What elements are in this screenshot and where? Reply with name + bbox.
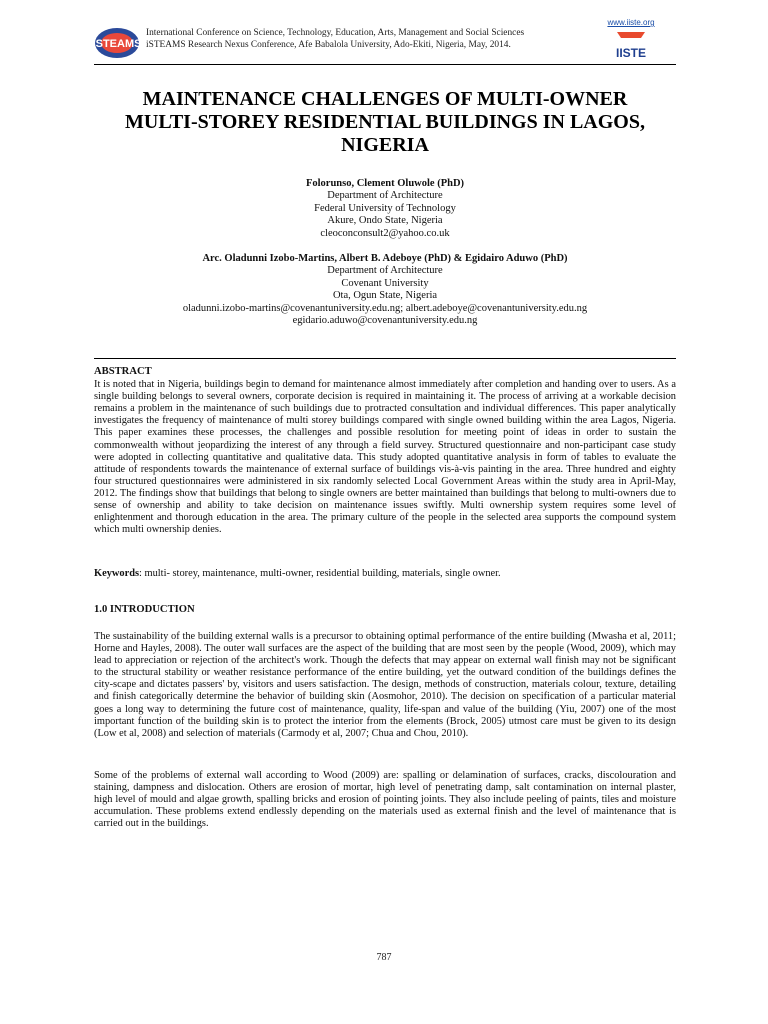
header-rule [94,64,676,65]
svg-text:iSTEAMS: iSTEAMS [94,38,140,50]
conference-line-2: iSTEAMS Research Nexus Conference, Afe Babalola University, Ado-Ekiti, Nigeria, May, 2014. [146,40,511,50]
introduction-paragraph-1 [94,631,676,740]
paragraph-text: The sustainability of the building external walls is a precursor to obtaining optimal performance of the entire building (Mwasha et al, 2011; Horne and Hayles, 2008). The outer wall surfaces are the aspect of the building that are most seen by the people (Wood, 2009), which may lead to appreciation or rejection of the architect's work. Though the defects that may appear on external wall finish may not be significant to the structural stability or weather resistance performance of the entire building, yet the outward condition of the buildings defines the city-scape and dictates passers' by, visitors and users satisfaction. The design, methods of construction, materials colour, texture, detailing and finish categorically determine the behavior of building skin (Aosmohor, 2010). The decision on specification of a particular material goes a long way to determining the future cost of maintenance, quality, life-span and value of the building (Yiu, 2007) one of the most important function of the building skin is to protect the interior from the elements (Brock, 2005) utmost care must be given to its design (Low et al, 2008) and selection of materials (Carmody et al, 2007; Chua and Chou, 2010). [94,631,676,739]
author-institution: Federal University of Technology [314,202,456,214]
page-number: 787 [376,952,392,963]
paper-title [94,88,676,157]
introduction-paragraph-2 [94,770,676,830]
isteams-logo [94,25,140,61]
iiste-brand [596,18,666,62]
conference-header [146,27,586,51]
title-line-2: MULTI-STOREY RESIDENTIAL BUILDINGS IN LAGOS, [125,111,645,133]
iiste-logo-icon [611,30,651,62]
author-name: Folorunso, Clement Oluwole (PhD) [305,178,465,189]
author-emails-line-2: egidario.aduwo@covenantuniversity.edu.ng [292,315,478,327]
author-location: Ota, Ogun State, Nigeria [332,290,438,302]
abstract-heading: ABSTRACT [94,366,152,377]
author-emails-line-1: oladunni.izobo-martins@covenantuniversity.edu.ng; albert.adeboye@covenantuniversity.edu.ng [182,302,588,314]
author-department: Department of Architecture [327,265,443,277]
keywords-label: Keywords [94,568,140,579]
author-names: Arc. Oladunni Izobo-Martins, Albert B. Adeboye (PhD) & Egidairo Aduwo (PhD) [202,253,568,264]
title-line-1: MAINTENANCE CHALLENGES OF MULTI-OWNER [142,88,628,110]
author-institution: Covenant University [341,277,429,289]
abstract-section [94,366,676,536]
author-location: Akure, Ondo State, Nigeria [327,215,443,227]
keywords-section [94,568,676,580]
section-rule [94,358,676,359]
conference-line-1: International Conference on Science, Technology, Education, Arts, Management and Social Sciences [146,28,525,38]
isteams-logo-icon [94,25,140,61]
author-department: Department of Architecture [327,190,443,202]
author-block-2 [94,253,676,327]
paragraph-text: Some of the problems of external wall according to Wood (2009) are: spalling or delamination of surfaces, cracks, discolouration and staining, dampness and dislocation. Others are erosion of mortar, high level of penetrating damp, salt contamination on internal plaster, high level of mould and algae growth, spalling bricks and erosion of pointing joints. They also include peeling of paints, tiles and moisture accumulation. These problems extend endlessly depending on the materials used as external finish and the level of maintenance that is carried out in the buildings. [94,770,676,830]
author-email: cleoconconsult2@yahoo.co.uk [320,227,450,239]
title-line-3: NIGERIA [341,134,429,156]
iiste-url-link[interactable]: www.iiste.org [607,18,655,27]
svg-text:IISTE: IISTE [615,46,647,60]
keywords-text: : multi- storey, maintenance, multi-owner, residential building, materials, single owner. [139,568,501,579]
abstract-text: It is noted that in Nigeria, buildings begin to demand for maintenance almost immediately after completion and handing over to users. As a single building belongs to several owners, corporate decision is required in maintaining it. The process of arriving at a workable decision remains a problem in the maintenance of such buildings due to protracted consultation and individual differences. This paper analytically investigates the frequency of maintenance of multi storey buildings compared with single owned building within the area Lagos, Nigeria. This paper examines these processes, the challenges and possible resolution for meeting point of ideas in order to sustain the commonwealth without jeopardizing the interest of any through a field survey. Structured questionnaire and non-participant case study were adopted in collecting quantitative and qualitative data. This study adopted quantitative analysis in form of tables to evaluate the attitude of respondents towards the maintenance of external surface of buildings vis-à-vis painting in the area. Three hundred and eighty four structured questionnaires were administered in six randomly selected Local Government Areas within the study area in April-May, 2012. The findings show that buildings that belong to single owners are better maintained than buildings that belong to multi-owners due to sense of ownership and ability to take decision on maintenance issues swiftly. Multi ownership system requires some level of enlightenment and thorough education in the area. The primary culture of the people in the selected area supports the compound system which multi ownership denies. [94,379,676,536]
introduction-heading: 1.0 INTRODUCTION [94,604,195,615]
author-block-1 [94,178,676,240]
